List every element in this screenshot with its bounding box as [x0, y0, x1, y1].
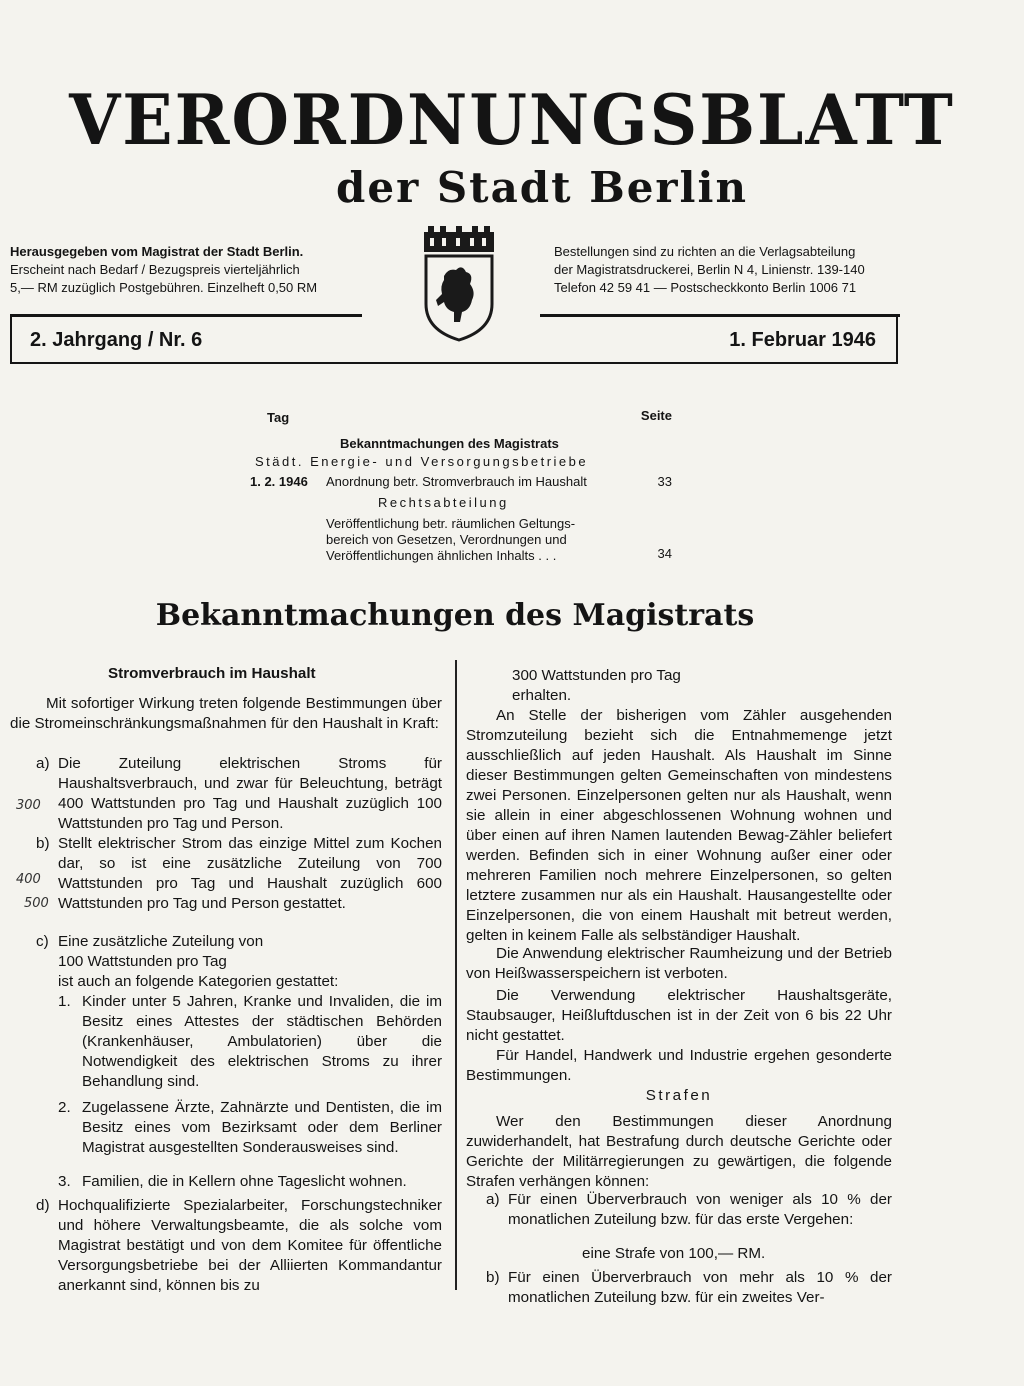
subitem-label: 2. [58, 1099, 71, 1116]
item-label: a) [36, 755, 50, 772]
item-c-line: Eine zusätzliche Zuteilung von [58, 933, 264, 950]
toc-entry-date: 1. 2. 1946 [250, 474, 308, 489]
penalty-b-text: Für einen Überverbrauch von mehr als 10 % der monatlichen Zuteilung bzw. für ein zweites Ver- [508, 1269, 892, 1306]
column-divider [455, 660, 457, 1290]
continuation-line: erhalten. [512, 687, 572, 704]
order-info [554, 243, 914, 297]
item-label: b) [486, 1269, 500, 1286]
toc-entry-line: Veröffentlichung betr. räumlichen Geltungs- [326, 516, 576, 531]
continuation-line: 300 Wattstunden pro Tag [512, 667, 681, 684]
publisher-line: 5,— RM zuzüglich Postgebühren. Einzelheft 0,50 RM [10, 280, 318, 295]
toc-entry-title: Anordnung betr. Stromverbrauch im Haushalt [326, 474, 587, 489]
main-heading: Bekanntmachungen des Magistrats [155, 598, 755, 633]
publisher-line: Herausgegeben vom Magistrat der Stadt Berlin. [10, 244, 304, 259]
item-b-text: Stellt elektrischer Strom das einzige Mittel zum Kochen dar, so ist eine zusätzliche Zuteilung von 700 Wattstunden pro Tag und Haushalt zuzüglich 600 Wattstunden pro Tag und Person gestattet. [58, 835, 442, 912]
handwritten-note: 300 [16, 798, 41, 813]
item-c-line: 100 Wattstunden pro Tag [58, 953, 227, 970]
toc-entry-title [326, 516, 656, 564]
item-c-text [58, 932, 442, 992]
order-line: Bestellungen sind zu richten an die Verlagsabteilung [554, 244, 856, 259]
toc-entry-line: bereich von Gesetzen, Verordnungen und [326, 532, 567, 547]
publisher-line: Erscheint nach Bedarf / Bezugspreis vierteljährlich [10, 262, 300, 277]
toc-department: Städt. Energie- und Versorgungsbetriebe [255, 454, 589, 469]
issue-number: 2. Jahrgang / Nr. 6 [30, 329, 203, 351]
toc-entry-line: Veröffentlichungen ähnlichen Inhalts . . . [326, 548, 557, 563]
subitem-3-text: Familien, die in Kellern ohne Tageslicht wohnen. [82, 1173, 407, 1190]
paragraph: An Stelle der bisherigen vom Zähler ausgehenden Stromzuteilung bezieht sich die Entnahmemenge jetzt ausschließlich auf jeden Haushalt. Als Haushalt im Sinne dieser Bestimmungen gelten Gemeinschaften von mindestens zwei Personen. Einzelpersonen gelten nur als Haushalt, wenn sie allein in einer abgeschlossenen Wohnung wohnen und über einen auf ihren Namen lautenden Bewag-Zähler beliefert werden. Befinden sich in einer Wohnung außer einer oder mehreren Familien noch mehrere Einzelpersonen, so gelten letztere zusammen nur als ein Haushalt. Hausangestellte oder Einzelpersonen, die von einem Haushalt mit betreut werden, gelten in keinem Falle als selbständiger Haushalt. [466, 707, 892, 944]
item-label: d) [36, 1197, 50, 1214]
section-heading-strafen: Strafen [645, 1087, 713, 1104]
handwritten-note: 400 [16, 872, 41, 887]
toc-col-seite: Seite [640, 408, 672, 423]
subitem-2-text: Zugelassene Ärzte, Zahnärzte und Dentisten, die im Besitz eines vom Bezirksamt oder dem Berliner Magistrat ausgestellten Sonderausweises sind. [82, 1099, 442, 1156]
toc-section: Bekanntmachungen des Magistrats [340, 436, 559, 451]
toc-col-tag: Tag [267, 410, 290, 425]
masthead-title: VERORDNUNGSBLATT [69, 79, 955, 161]
issue-date: 1. Februar 1946 [729, 329, 876, 351]
paragraph: Die Verwendung elektrischer Haushaltsgeräte, Staubsauger, Heißluftduschen ist in der Zeit von 6 bis 22 Uhr nicht gestattet. [466, 987, 892, 1044]
masthead-subtitle: der Stadt Berlin [336, 163, 748, 212]
item-label: b) [36, 835, 50, 852]
subitem-label: 3. [58, 1173, 71, 1190]
toc-entry-page: 33 [657, 474, 672, 489]
item-a-text: Die Zuteilung elektrischen Stroms für Haushaltsverbrauch, und zwar für Beleuchtung, beträgt 400 Wattstunden pro Tag und Haushalt zuzüglich 100 Wattstunden pro Tag und Person. [58, 755, 442, 832]
paragraph: Die Anwendung elektrischer Raumheizung und der Betrieb von Heißwasserspeichern ist verboten. [466, 945, 892, 982]
continuation [512, 666, 681, 706]
item-c-line: ist auch an folgende Kategorien gestattet: [58, 973, 339, 990]
penalty-a-amount: eine Strafe von 100,— RM. [582, 1245, 766, 1262]
order-line: der Magistratsdruckerei, Berlin N 4, Linienstr. 139-140 [554, 262, 865, 277]
toc-department: Rechtsabteilung [378, 495, 509, 510]
toc-entry-page: 34 [657, 546, 672, 561]
item-d-text: Hochqualifizierte Spezialarbeiter, Forschungstechniker und höhere Verwaltungsbeamte, die als solche vom Magistrat bestätigt und von dem Komitee für öffentliche Versorgungsbetriebe bei der Alliierten Kommandantur anerkannt sind, können bis zu [58, 1197, 442, 1294]
paragraph: Wer den Bestimmungen dieser Anordnung zuwiderhandelt, hat Bestrafung durch deutsche Gerichte oder Gerichte der Militärregierungen zu gewärtigen, die folgende Strafen verhängen können: [466, 1113, 892, 1190]
publisher-info [10, 243, 380, 297]
order-line: Telefon 42 59 41 — Postscheckkonto Berlin 1006 71 [554, 280, 857, 295]
item-label: c) [36, 933, 49, 950]
item-label: a) [486, 1191, 500, 1208]
article-heading: Stromverbrauch im Haushalt [108, 665, 316, 682]
article-intro: Mit sofortiger Wirkung treten folgende Bestimmungen über die Stromeinschränkungsmaßnahmen für den Haushalt in Kraft: [10, 695, 442, 732]
subitem-label: 1. [58, 993, 71, 1010]
paragraph: Für Handel, Handwerk und Industrie ergehen gesonderte Bestimmungen. [466, 1047, 892, 1084]
handwritten-note: 500 [24, 896, 49, 911]
subitem-1-text: Kinder unter 5 Jahren, Kranke und Invaliden, die im Besitz eines Attestes der städtischen Behörden (Krankenhäuser, Ambulatorien) über die Notwendigkeit des elektrischen Stroms zu ihrer Behandlung sind. [82, 993, 442, 1090]
penalty-a-text: Für einen Überverbrauch von weniger als 10 % der monatlichen Zuteilung bzw. für das erste Vergehen: [508, 1191, 892, 1228]
